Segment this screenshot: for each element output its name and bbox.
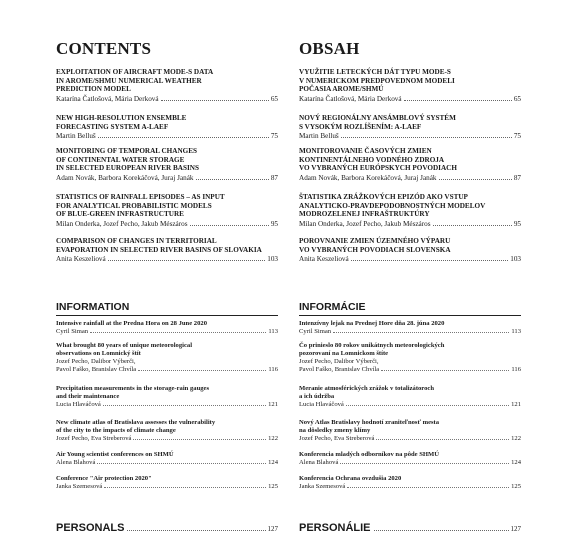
dot-leader: [341, 137, 512, 138]
info-page: 125: [268, 483, 278, 490]
personalie-entry[interactable]: [299, 522, 521, 534]
entry-title-line: OF CONTINENTAL WATER STORAGE: [56, 155, 185, 164]
entry-authors: Katarína Čatlošová, Mária Derková: [56, 94, 159, 103]
entry-authors: Adam Novák, Barbora Korekáčová, Juraj Janák: [299, 173, 437, 182]
info-title-line: Nový Atlas Bratislavy hodnotí zraniteľnosť mesta: [299, 419, 440, 426]
dot-leader: [98, 137, 269, 138]
info-entry[interactable]: [56, 451, 278, 467]
info-page: 124: [268, 459, 278, 466]
entry-page: 95: [270, 219, 278, 228]
dot-leader: [103, 405, 266, 406]
informacie-heading: INFORMÁCIE: [299, 301, 366, 313]
entry-author-line: [299, 95, 521, 104]
info-author-line: [299, 435, 521, 443]
dot-leader: [97, 463, 266, 464]
info-authors: Janka Szemesová: [299, 483, 346, 490]
personals-label: PERSONALS: [56, 522, 125, 534]
info-authors: Lucia Hlaváčová: [299, 401, 344, 408]
toc-entry[interactable]: [299, 147, 521, 183]
entry-title-line: FOR ANALYTICAL PROBABILISTIC MODELS: [56, 201, 212, 210]
info-title-line: New climate atlas of Bratislava assesses the vulnerability: [56, 419, 216, 426]
section-divider: [299, 315, 521, 316]
info-authors: Jozef Pecho, Eva Streberová: [299, 435, 375, 442]
entry-title-line: POČASIA AROME/SHMÚ: [299, 85, 384, 94]
toc-entry[interactable]: [56, 114, 278, 141]
info-author-line: [299, 366, 521, 374]
dot-leader: [133, 439, 266, 440]
info-title-line: Meranie atmosférických zrážok v totalizátoroch: [299, 385, 435, 392]
toc-entry[interactable]: [56, 237, 278, 264]
dot-leader: [351, 260, 509, 261]
info-title-line: pozorovaní na Lomnickom štíte: [299, 350, 389, 357]
info-entry[interactable]: [299, 320, 521, 336]
toc-entry[interactable]: [299, 68, 521, 104]
info-authors: Lucia Hlaváčová: [56, 401, 101, 408]
dot-leader: [381, 370, 509, 371]
dot-leader: [346, 405, 509, 406]
toc-entry[interactable]: [299, 193, 521, 229]
dot-leader: [104, 487, 266, 488]
entry-title-line: VYUŽITIE LETECKÝCH DÁT TYPU MODE-S: [299, 68, 451, 76]
section-divider: [56, 315, 278, 316]
entry-page: 65: [513, 94, 521, 103]
info-title-line: What brought 80 years of unique meteorological: [56, 342, 193, 349]
info-page: 113: [511, 328, 521, 335]
entry-page: 103: [267, 255, 278, 264]
entry-title-line: IN SELECTED EUROPEAN RIVER BASINS: [56, 164, 199, 173]
dot-leader: [433, 225, 512, 226]
info-page: 125: [511, 483, 521, 490]
entry-author-line: [299, 255, 521, 264]
info-author-line: [56, 401, 278, 409]
obsah-heading: OBSAH: [299, 39, 360, 58]
info-authors: Cyril Siman: [299, 328, 332, 335]
entry-title-line: NEW HIGH-RESOLUTION ENSEMBLE: [56, 114, 187, 122]
info-entry[interactable]: [56, 419, 278, 443]
dot-leader: [190, 225, 269, 226]
info-page: 116: [268, 366, 278, 374]
entry-author-line: [56, 220, 278, 229]
info-author-line: [56, 435, 278, 443]
info-title-line: na dôsledky zmeny klímy: [299, 427, 371, 434]
info-entry[interactable]: [56, 342, 278, 374]
entry-author-line: [56, 174, 278, 183]
info-authors: Janka Szemesová: [56, 483, 103, 490]
entry-authors: Anita Keszeliová: [56, 255, 106, 264]
info-author-line: [56, 459, 278, 467]
info-title-line: Precipitation measurements in the storage-rain gauges: [56, 385, 210, 392]
info-title-line: Konferencia Ochrana ovzdušia 2020: [299, 475, 402, 482]
dot-leader: [404, 100, 512, 101]
entry-author-line: [299, 174, 521, 183]
info-title-line: Intensive rainfall at the Predna Hora on 28 June 2020: [56, 320, 207, 327]
info-author-line: [299, 328, 521, 336]
entry-page: 75: [270, 132, 278, 141]
dot-leader: [376, 439, 509, 440]
info-authors: Jozef Pecho, Dalibor Výberči,: [299, 358, 379, 365]
info-entry[interactable]: [56, 320, 278, 336]
info-entry[interactable]: [56, 475, 278, 491]
info-page: 113: [268, 328, 278, 335]
personals-page: 127: [267, 525, 278, 533]
info-page: 122: [268, 435, 278, 442]
entry-page: 75: [513, 132, 521, 141]
info-author-line: [56, 366, 278, 374]
info-entry[interactable]: [299, 385, 521, 409]
entry-author-line: [56, 95, 278, 104]
personalie-label: PERSONÁLIE: [299, 522, 371, 534]
info-title-line: and their maintenance: [56, 393, 120, 400]
dot-leader: [161, 100, 269, 101]
info-title-line: Čo prinieslo 80 rokov unikátnych meteorologických: [299, 342, 445, 349]
entry-title-line: S VYSOKÝM ROZLÍŠENÍM: A-LAEF: [299, 122, 422, 131]
info-title-line: a ich údržba: [299, 393, 335, 400]
dot-leader: [374, 530, 509, 531]
toc-entry[interactable]: [299, 237, 521, 264]
info-page: 121: [268, 401, 278, 408]
info-page: 124: [511, 459, 521, 466]
entry-title-line: VO VYBRANÝCH POVODIACH SLOVENSKA: [299, 245, 451, 254]
entry-title-line: IN AROME/SHMU NUMERICAL WEATHER: [56, 76, 202, 85]
toc-entry[interactable]: [56, 193, 278, 229]
entry-title-line: EXPLOITATION OF AIRCRAFT MODE-S DATA: [56, 68, 214, 76]
entry-title-line: MONITORING OF TEMPORAL CHANGES: [56, 147, 198, 155]
info-entry[interactable]: [299, 475, 521, 491]
entry-page: 103: [510, 255, 521, 264]
entry-authors: Katarína Čatlošová, Mária Derková: [299, 94, 402, 103]
toc-entry[interactable]: [299, 114, 521, 141]
dot-leader: [333, 332, 509, 333]
entry-title-line: ANALYTICKO-PRAVDEPODOBNOSTNÝCH MODELOV: [299, 201, 486, 210]
entry-authors: Martin Belluš: [56, 132, 96, 141]
info-page: 122: [511, 435, 521, 442]
dot-leader: [196, 179, 269, 180]
entry-authors: Milan Onderka, Jozef Pecho, Jakub Mészáros: [56, 219, 188, 228]
info-author-line: [299, 459, 521, 467]
personals-entry[interactable]: [56, 522, 278, 534]
entry-title-line: MODROZELENEJ INFRAŠTRUKTÚRY: [299, 210, 430, 219]
info-title-line: Konferencia mladých odborníkov na pôde SHMÚ: [299, 451, 440, 458]
toc-entry[interactable]: [56, 68, 278, 104]
entry-author-line: [299, 220, 521, 229]
info-title-line: Intenzívny lejak na Prednej Hore dňa 28. júna 2020: [299, 320, 445, 327]
personalie-page: 127: [510, 525, 521, 533]
entry-title-line: NOVÝ REGIONÁLNY ANSÁMBLOVÝ SYSTÉM: [299, 114, 456, 122]
info-authors: Alena Blahová: [299, 459, 339, 466]
info-authors: Cyril Siman: [56, 328, 89, 335]
entry-title-line: KONTINENTÁLNEHO VODNÉHO ZDROJA: [299, 155, 445, 164]
entry-page: 87: [270, 173, 278, 182]
dot-leader: [347, 487, 509, 488]
entry-title-line: ŠTATISTIKA ZRÁŽKOVÝCH EPIZÓD AKO VSTUP: [299, 193, 468, 201]
entry-title-line: VO VYBRANÝCH EURÓPSKYCH POVODIACH: [299, 164, 457, 173]
entry-title-line: MONITOROVANIE ČASOVÝCH ZMIEN: [299, 147, 432, 155]
info-entry[interactable]: [56, 385, 278, 409]
info-entry[interactable]: [299, 451, 521, 467]
info-authors: Jozef Pecho, Dalibor Výberči,: [56, 358, 136, 365]
entry-author-line: [56, 255, 278, 264]
info-author-line: [299, 483, 521, 491]
entry-authors: Adam Novák, Barbora Korekáčová, Juraj Janák: [56, 173, 194, 182]
dot-leader: [340, 463, 509, 464]
dot-leader: [439, 179, 512, 180]
entry-title-line: COMPARISON OF CHANGES IN TERRITORIAL: [56, 237, 217, 245]
entry-author-line: [299, 132, 521, 141]
info-page: 121: [511, 401, 521, 408]
entry-title-line: OF BLUE-GREEN INFRASTRUCTURE: [56, 210, 184, 219]
entry-authors: Martin Belluš: [299, 132, 339, 141]
info-authors: Alena Blahová: [56, 459, 96, 466]
entry-authors: Anita Keszeliová: [299, 255, 349, 264]
entry-page: 87: [513, 173, 521, 182]
info-author-line: [299, 401, 521, 409]
entry-page: 65: [270, 94, 278, 103]
info-page: 116: [511, 366, 521, 374]
entry-title-line: POROVNANIE ZMIEN ÚZEMNÉHO VÝPARU: [299, 237, 451, 245]
entry-title-line: PREDICTION MODEL: [56, 85, 131, 94]
entry-title-line: EVAPORATION IN SELECTED RIVER BASINS OF SLOVAKIA: [56, 245, 262, 254]
info-authors: Jozef Pecho, Eva Streberová: [56, 435, 132, 442]
info-title-line: Conference "Air protection 2020": [56, 475, 152, 482]
dot-leader: [90, 332, 266, 333]
entry-page: 95: [513, 219, 521, 228]
info-entry[interactable]: [299, 342, 521, 374]
entry-title-line: STATISTICS OF RAINFALL EPISODES – AS INPUT: [56, 193, 225, 201]
toc-entry[interactable]: [56, 147, 278, 183]
entry-title-line: V NUMERICKOM PREDPOVEDNOM MODELI: [299, 76, 455, 85]
dot-leader: [138, 370, 266, 371]
info-title-line: Air Young scientist conferences on SHMÚ: [56, 451, 174, 458]
info-entry[interactable]: [299, 419, 521, 443]
entry-title-line: FORECASTING SYSTEM A-LAEF: [56, 122, 169, 131]
info-title-line: observations on Lomnický štít: [56, 350, 141, 357]
dot-leader: [127, 530, 265, 531]
info-authors: Pavol Faško, Branislav Chvíla: [56, 366, 137, 374]
info-title-line: of the city to the impacts of climate change: [56, 427, 176, 434]
info-author-line: [56, 483, 278, 491]
info-authors: Pavol Faško, Branislav Chvíla: [299, 366, 380, 374]
entry-author-line: [56, 132, 278, 141]
contents-heading: CONTENTS: [56, 39, 152, 58]
information-heading: INFORMATION: [56, 301, 130, 313]
info-author-line: [56, 328, 278, 336]
dot-leader: [108, 260, 266, 261]
entry-authors: Milan Onderka, Jozef Pecho, Jakub Mészáros: [299, 219, 431, 228]
